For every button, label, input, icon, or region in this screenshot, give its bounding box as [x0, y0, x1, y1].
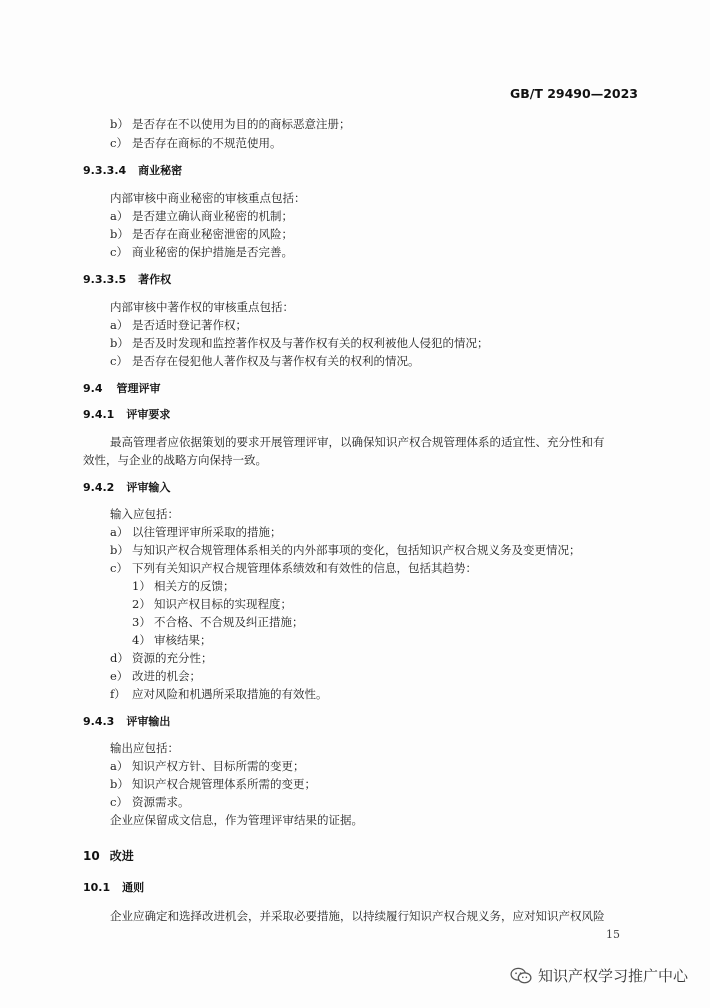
- paragraph-line: 效性，与企业的战略方向保持一致。: [83, 453, 267, 467]
- wechat-icon: [510, 967, 532, 985]
- sub-list-item: 1） 相关方的反馈；: [132, 579, 235, 593]
- sub-list-item: 3） 不合格、不合规及纠正措施；: [132, 615, 304, 629]
- section-heading-9-3-3-4: 9.3.3.4 商业秘密: [83, 164, 183, 177]
- list-item: c） 商业秘密的保护措施是否完善。: [110, 245, 293, 259]
- list-item: a） 知识产权方针、目标所需的变更；: [110, 759, 305, 773]
- list-item: b） 与知识产权合规管理体系相关的内外部事项的变化，包括知识产权合规义务及变更情况；: [110, 543, 581, 557]
- watermark-text: 知识产权学习推广中心: [537, 967, 688, 985]
- list-item: a） 以往管理评审所采取的措施；: [110, 525, 282, 539]
- list-item: c） 是否存在商标的不规范使用。: [110, 136, 282, 150]
- list-item: c） 是否存在侵犯他人著作权及与著作权有关的权利的情况。: [110, 354, 420, 368]
- section-heading-9-3-3-5: 9.3.3.5 著作权: [83, 273, 172, 286]
- section-heading-9-4: 9.4 管理评审: [83, 382, 161, 395]
- list-item: e） 改进的机会；: [110, 669, 201, 683]
- account-watermark: [510, 965, 688, 986]
- sub-list-item: 4） 审核结果；: [132, 633, 212, 647]
- sub-list-item: 2） 知识产权目标的实现程度；: [132, 597, 292, 611]
- list-item: a） 是否适时登记著作权；: [110, 318, 247, 332]
- list-item: b） 是否存在不以使用为目的的商标恶意注册；: [110, 117, 351, 131]
- list-item: c） 下列有关知识产权合规管理体系绩效和有效性的信息，包括其趋势：: [110, 561, 477, 575]
- paragraph-line: 企业应保留成文信息，作为管理评审结果的证据。: [110, 813, 363, 827]
- section-heading-10-1: 10.1 通则: [83, 881, 145, 894]
- paragraph-line: 最高管理者应依据策划的要求开展管理评审，以确保知识产权合规管理体系的适宜性、充分性和有: [110, 435, 605, 449]
- list-item: b） 知识产权合规管理体系所需的变更；: [110, 777, 316, 791]
- list-item: f） 应对风险和机遇所采取措施的有效性。: [110, 687, 328, 701]
- list-item: d） 资源的充分性；: [110, 651, 213, 665]
- list-item: c） 资源需求。: [110, 795, 190, 809]
- section-intro: 内部审核中商业秘密的审核重点包括：: [110, 191, 306, 205]
- list-item: b） 是否及时发现和监控著作权及与著作权有关的权利被他人侵犯的情况；: [110, 336, 489, 350]
- section-heading-9-4-3: 9.4.3 评审输出: [83, 715, 171, 728]
- section-heading-10: 10 改进: [83, 849, 134, 863]
- standard-number: GB/T 29490—2023: [509, 86, 638, 101]
- section-intro: 内部审核中著作权的审核重点包括：: [110, 300, 294, 314]
- section-intro: 输出应包括：: [110, 741, 179, 755]
- section-heading-9-4-2: 9.4.2 评审输入: [83, 481, 171, 494]
- list-item: b） 是否存在商业秘密泄密的风险；: [110, 227, 293, 241]
- paragraph-line: 企业应确定和选择改进机会，并采取必要措施，以持续履行知识产权合规义务，应对知识产权风险: [110, 909, 605, 923]
- page-number: 15: [606, 928, 620, 941]
- section-intro: 输入应包括：: [110, 507, 179, 521]
- section-heading-9-4-1: 9.4.1 评审要求: [83, 408, 171, 421]
- list-item: a） 是否建立确认商业秘密的机制；: [110, 209, 293, 223]
